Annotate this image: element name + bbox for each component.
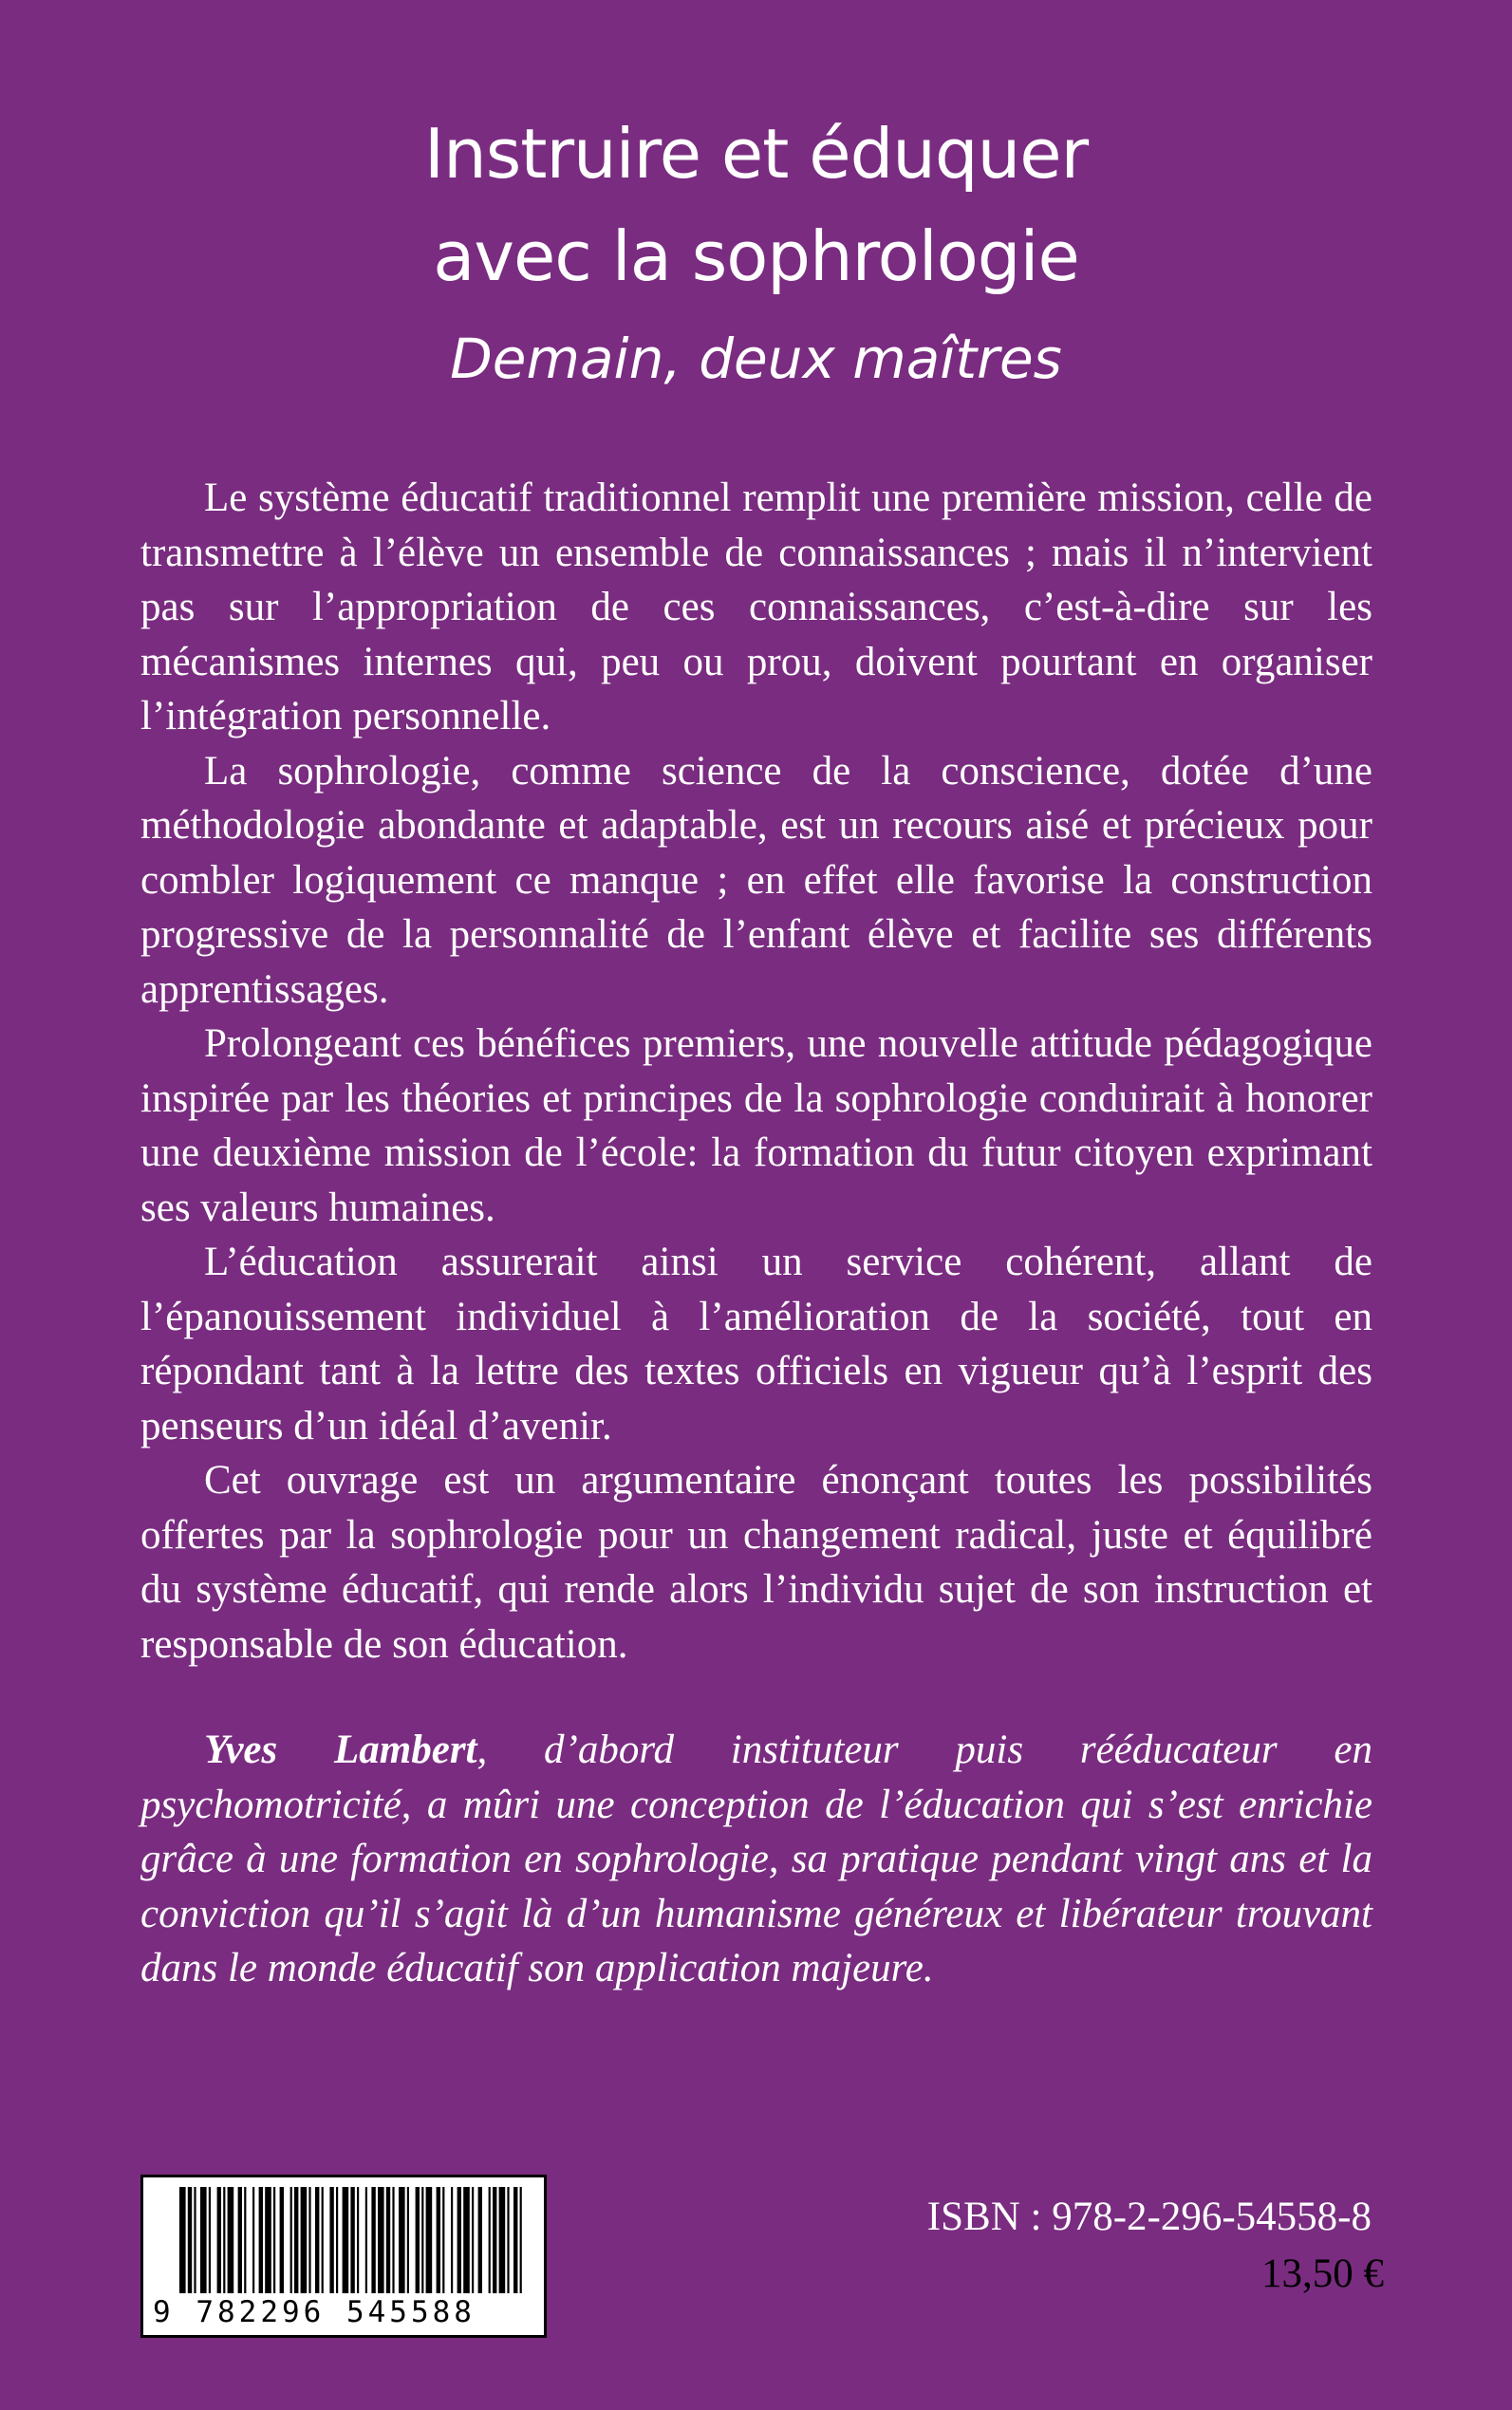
barcode bbox=[140, 2175, 547, 2338]
barcode-bar bbox=[442, 2187, 444, 2293]
blurb-paragraph-5: Cet ouvrage est un argumentaire énonçant toutes les possibilités offertes par la sophrologie pour un changement radical, juste et équilibré du système éducatif, qui rende alors l’individu sujet de son instruction et responsable de son éducation. bbox=[140, 1458, 1372, 1667]
barcode-bar bbox=[200, 2187, 207, 2293]
barcode-bar bbox=[290, 2187, 292, 2293]
blurb-paragraph-2: La sophrologie, comme science de la conscience, dotée d’une méthodologie abondante et adaptable, est un recours aisé et précieux pour combler logiquement ce manque ; en effet elle favorise la construction progressive de la personnalité de l’enfant élève et facilite ses différents apprentissages. bbox=[140, 748, 1372, 1012]
barcode-bar bbox=[399, 2187, 405, 2293]
barcode-bar bbox=[489, 2187, 491, 2293]
barcode-bar bbox=[371, 2187, 375, 2293]
barcode-bar bbox=[336, 2187, 338, 2293]
barcode-bar bbox=[265, 2187, 271, 2293]
barcode-bar bbox=[451, 2187, 453, 2293]
barcode-bar bbox=[507, 2187, 509, 2293]
barcode-bar bbox=[280, 2187, 284, 2293]
title-block bbox=[0, 103, 1512, 404]
barcode-bar bbox=[244, 2187, 246, 2293]
barcode-bar bbox=[315, 2187, 319, 2293]
blurb bbox=[140, 471, 1372, 1672]
barcode-bar bbox=[194, 2187, 196, 2293]
barcode-bar bbox=[478, 2187, 482, 2293]
barcode-bar bbox=[308, 2187, 310, 2293]
barcode-bar bbox=[294, 2187, 298, 2293]
blurb-paragraph-4: L’éducation assurerait ainsi un service cohérent, allant de l’épanouissement individuel à l’amélioration de la société, tout en répondant tant à la lettre des textes officiels en vigueur qu’à l’esprit des penseurs d’un idéal d’avenir. bbox=[140, 1240, 1372, 1448]
barcode-bar bbox=[209, 2187, 211, 2293]
barcode-bar bbox=[416, 2187, 420, 2293]
blurb-paragraph-1: Le système éducatif traditionnel remplit une première mission, celle de transmettre à l’élève un ensemble de connaissances ; mais il n’intervient pas sur l’appropriation de ces connaissances, c’est-à-dire sur les mécanismes internes qui, peu ou prou, doivent pourtant en organiser l’intégration personnelle. bbox=[140, 476, 1372, 738]
barcode-bar bbox=[463, 2187, 470, 2293]
book-title-line-2: avec la sophrologie bbox=[433, 216, 1079, 296]
barcode-bar bbox=[386, 2187, 390, 2293]
barcode-bar bbox=[322, 2187, 324, 2293]
barcode-bar bbox=[437, 2187, 440, 2293]
barcode-bar bbox=[238, 2187, 242, 2293]
barcode-bar bbox=[513, 2187, 517, 2293]
barcode-bar bbox=[472, 2187, 474, 2293]
barcode-bar bbox=[426, 2187, 433, 2293]
barcode-bar bbox=[301, 2187, 308, 2293]
barcode-bar bbox=[357, 2187, 359, 2293]
barcode-bar bbox=[493, 2187, 496, 2293]
book-title-line-1: Instruire et éduquer bbox=[423, 114, 1089, 194]
barcode-bar bbox=[228, 2187, 234, 2293]
barcode-bar bbox=[378, 2187, 384, 2293]
barcode-bar bbox=[407, 2187, 409, 2293]
author-name: Yves Lambert bbox=[204, 1728, 477, 1772]
barcode-bar bbox=[217, 2187, 221, 2293]
barcode-bar bbox=[273, 2187, 275, 2293]
barcode-bar bbox=[223, 2187, 225, 2293]
isbn: ISBN : 978-2-296-54558-8 bbox=[926, 2195, 1372, 2239]
barcode-bar bbox=[252, 2187, 254, 2293]
barcode-bar bbox=[350, 2187, 354, 2293]
barcode-bar bbox=[365, 2187, 367, 2293]
barcode-bar bbox=[421, 2187, 423, 2293]
barcode-bar bbox=[457, 2187, 461, 2293]
barcode-bar bbox=[179, 2187, 186, 2293]
barcode-bar bbox=[392, 2187, 394, 2293]
book-subtitle: Demain, deux maîtres bbox=[450, 327, 1062, 391]
barcode-bar bbox=[329, 2187, 333, 2293]
author-bio-text: , d’abord instituteur puis rééducateur en psychomotricité, a mûri une conception de l’éducation qui s’est enrichie grâce à une formation en sophrologie, sa pratique pendant vingt ans et la conviction qu’il s’agit là d’un humanisme généreux et libérateur trouvant dans le monde éducatif son application majeure. bbox=[140, 1728, 1372, 1990]
barcode-bar bbox=[188, 2187, 192, 2293]
barcode-digits: 9 782296 545588 bbox=[153, 2295, 476, 2329]
barcode-bar bbox=[259, 2187, 263, 2293]
barcode-bar bbox=[499, 2187, 506, 2293]
barcode-bar bbox=[343, 2187, 349, 2293]
barcode-bar bbox=[520, 2187, 522, 2293]
blurb-paragraph-3: Prolongeant ces bénéfices premiers, une nouvelle attitude pédagogique inspirée par les théories et principes de la sophrologie conduirait à honorer une deuxième mission de l’école: la formation du futur citoyen exprimant ses valeurs humaines. bbox=[140, 1021, 1372, 1230]
author-bio bbox=[140, 1723, 1372, 1996]
price: 13,50 € bbox=[1261, 2251, 1384, 2296]
